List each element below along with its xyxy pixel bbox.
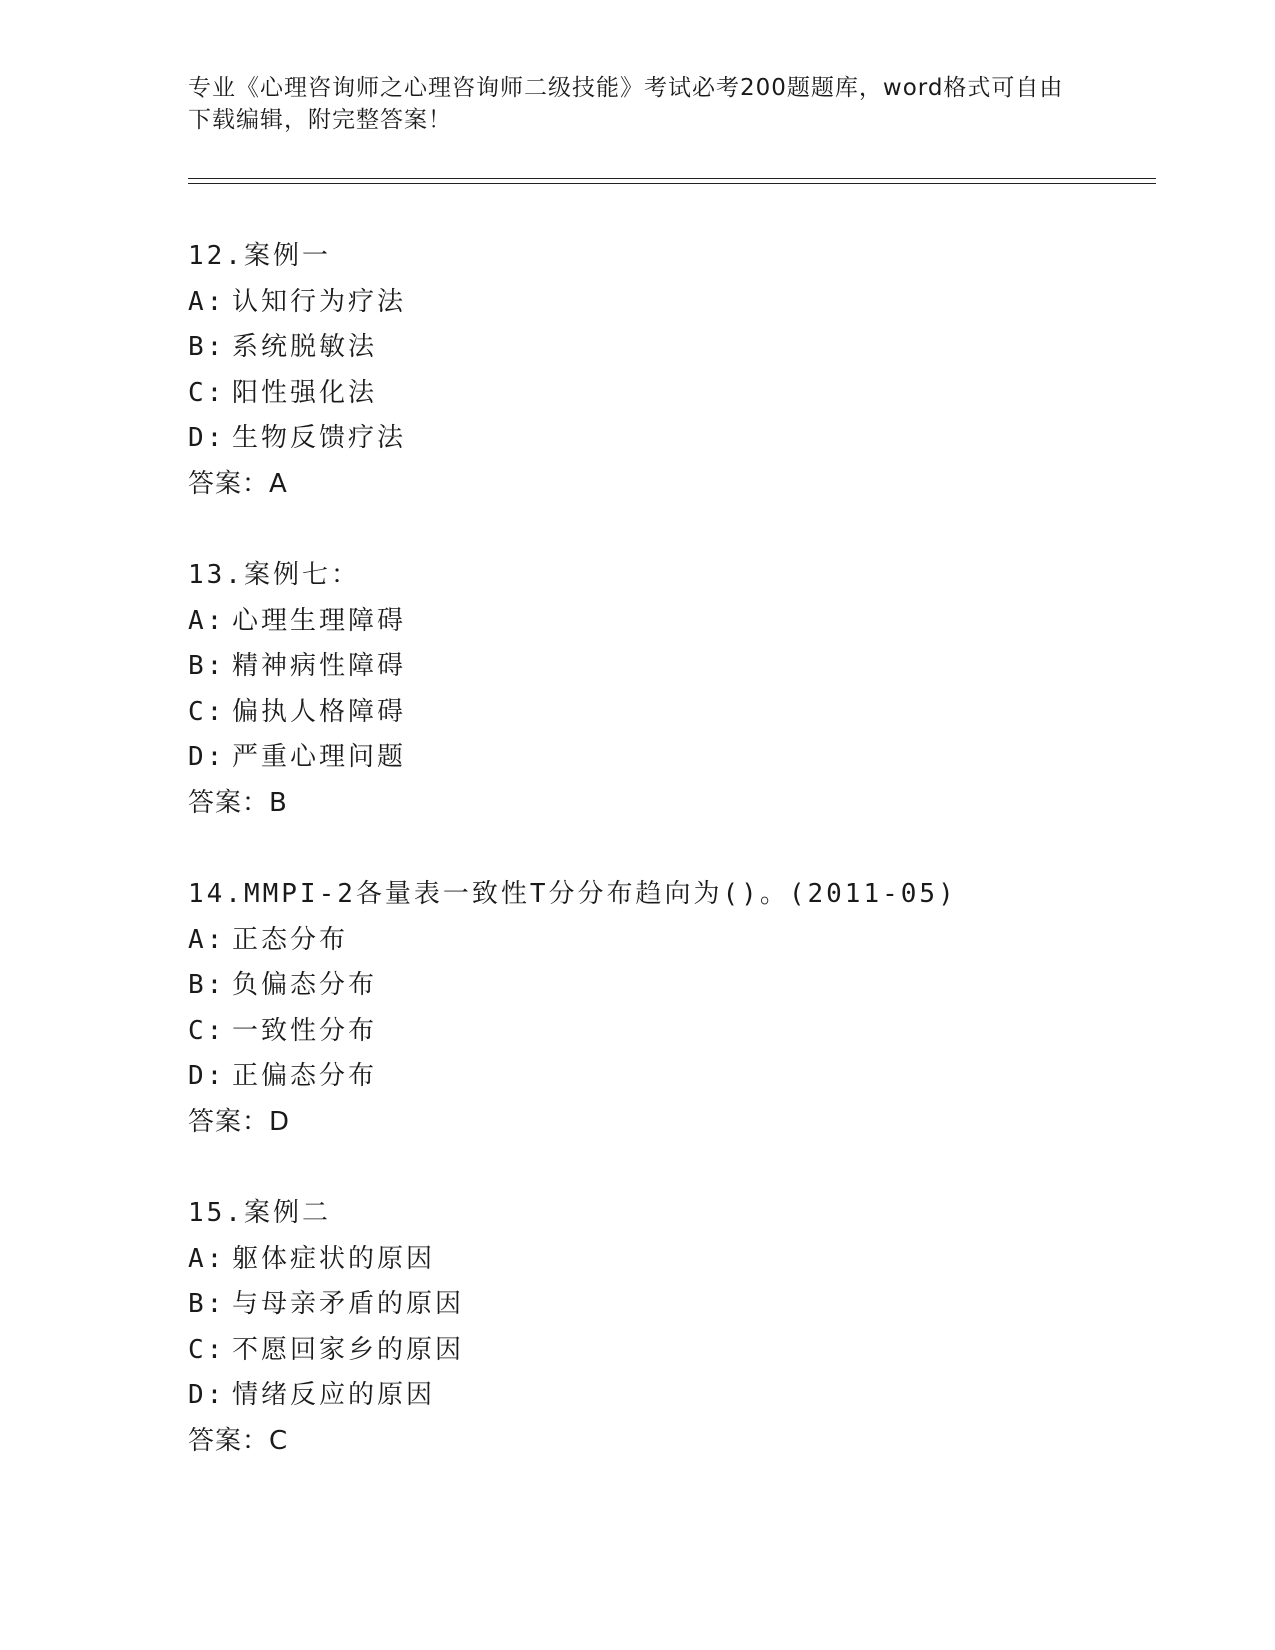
option-text: 情绪反应的原因 [232, 1380, 436, 1410]
option-key: C: [188, 377, 226, 408]
header-divider-bottom [188, 183, 1156, 184]
document-header-text: 专业《心理咨询师之心理咨询师二级技能》考试必考200题题库，word格式可自由下载编辑，附完整答案！ [188, 75, 1064, 133]
option-text: 认知行为疗法 [232, 286, 407, 317]
option-text: 生物反馈疗法 [232, 423, 407, 453]
option-d [188, 416, 1148, 462]
question-stem: 12.案例一 [188, 241, 331, 271]
option-text: 不愿回家乡的原因 [232, 1334, 465, 1365]
option-a [188, 1237, 1148, 1283]
option-d [188, 735, 1148, 781]
option-a [188, 280, 1148, 326]
option-key: A: [188, 605, 226, 636]
option-key: D: [188, 742, 226, 772]
option-key: B: [188, 1289, 226, 1319]
option-text: 阳性强化法 [232, 377, 378, 408]
option-text: 系统脱敏法 [232, 332, 378, 362]
option-text: 偏执人格障碍 [232, 696, 407, 727]
option-text: 严重心理问题 [232, 742, 407, 772]
option-b [188, 325, 1148, 371]
option-key: D: [188, 423, 226, 453]
option-d [188, 1054, 1148, 1100]
option-text: 精神病性障碍 [232, 651, 407, 681]
option-key: B: [188, 970, 226, 1000]
answer-line: 答案：B [188, 787, 288, 818]
header-divider-top [188, 178, 1156, 179]
option-c [188, 690, 1148, 736]
option-d [188, 1373, 1148, 1419]
option-key: B: [188, 332, 226, 362]
option-key: A: [188, 286, 226, 317]
question-12 [188, 234, 1148, 507]
option-c [188, 1009, 1148, 1055]
question-13 [188, 553, 1148, 826]
option-text: 正偏态分布 [232, 1061, 378, 1091]
question-14 [188, 872, 1148, 1145]
question-stem: 14.MMPI-2各量表一致性T分分布趋向为()。(2011-05) [188, 879, 957, 909]
option-key: A: [188, 924, 226, 955]
option-b [188, 963, 1148, 1009]
question-15 [188, 1191, 1148, 1464]
option-text: 躯体症状的原因 [232, 1243, 436, 1274]
answer-line: 答案：D [188, 1106, 291, 1137]
option-key: D: [188, 1380, 226, 1410]
option-text: 一致性分布 [232, 1015, 378, 1046]
option-b [188, 644, 1148, 690]
option-key: C: [188, 1015, 226, 1046]
option-text: 心理生理障碍 [232, 605, 407, 636]
option-key: C: [188, 696, 226, 727]
option-a [188, 599, 1148, 645]
question-stem: 15.案例二 [188, 1198, 331, 1228]
option-key: A: [188, 1243, 226, 1274]
option-b [188, 1282, 1148, 1328]
answer-line: 答案：C [188, 1425, 289, 1456]
question-stem: 13.案例七： [188, 560, 360, 590]
option-key: C: [188, 1334, 226, 1365]
option-a [188, 918, 1148, 964]
option-key: D: [188, 1061, 226, 1091]
option-text: 负偏态分布 [232, 970, 378, 1000]
option-key: B: [188, 651, 226, 681]
answer-line: 答案：A [188, 468, 288, 499]
option-text: 与母亲矛盾的原因 [232, 1289, 465, 1319]
option-c [188, 371, 1148, 417]
option-text: 正态分布 [232, 924, 349, 955]
option-c [188, 1328, 1148, 1374]
